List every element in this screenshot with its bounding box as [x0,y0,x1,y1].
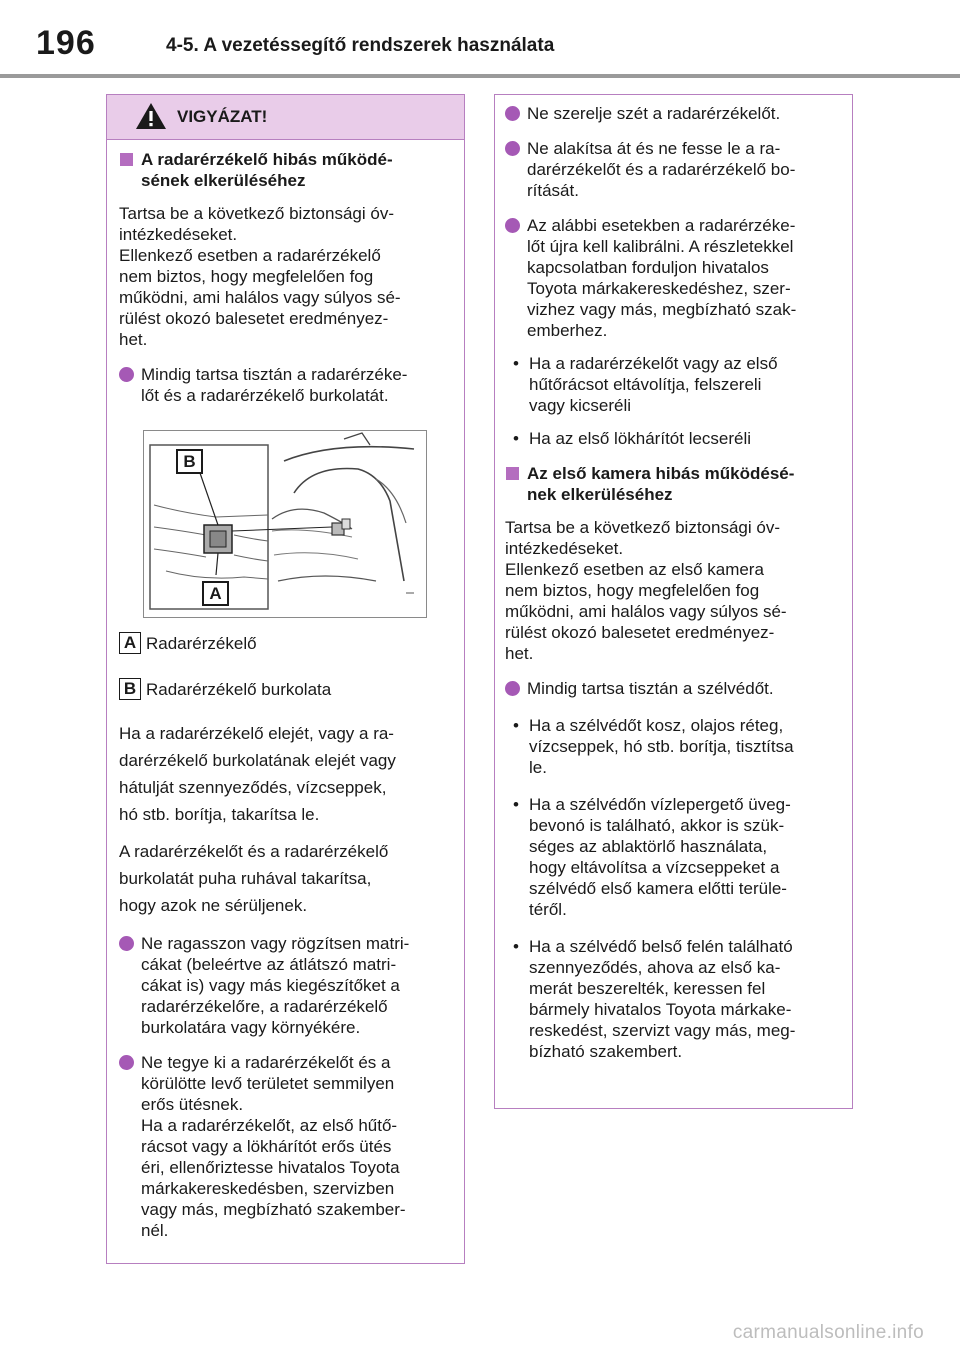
right-column [505,101,840,1062]
page-header [0,0,960,80]
circle-bullet-icon [119,1055,134,1070]
legend-key-a: A [119,632,141,654]
bullet-item: Az alábbi esetekben a radarérzéke- lőt újra kell kalibrálni. A részletekkel kapcsolatban forduljon hivatalos Toyota márkakereskedéshez, szer- vizhez vagy más, megbízható szak- emberhez. [505,215,840,341]
bullet-item: Ne alakítsa át és ne fesse le a ra- darérzékelőt és a radarérzékelő bo- rítását. [505,138,840,201]
callout-a: A [202,581,229,606]
section-heading-camera: Az első kamera hibás működésé- nek elkerüléséhez [505,463,840,505]
section-heading-radar: A radarérzékelő hibás működé- sének elkerüléséhez [119,149,447,191]
bullet-item: Mindig tartsa tisztán a radarérzéke- lőt és a radarérzékelő burkolatát. [119,364,447,406]
caution-box [106,94,465,1264]
caution-box-continued [494,94,853,1109]
section-title: 4-5. A vezetéssegítő rendszerek használata [166,35,555,56]
circle-bullet-icon [119,367,134,382]
header-divider [0,74,960,78]
square-bullet-icon [506,467,519,480]
radar-sensor-illustration [143,430,427,618]
sub-bullet-item: • Ha az első lökhárítót lecseréli [513,429,752,448]
intro-paragraph: Tartsa be a következő biztonsági óv- intézkedéseket. Ellenkező esetben a radarérzékelő nem biztos, hogy megfelelően fog működni, ami halálos vagy súlyos sé- rülést okozó balesetet eredményez- het. [119,204,401,349]
legend-item-b [119,678,447,702]
warning-icon [135,102,167,130]
caution-header [107,95,464,140]
circle-bullet-icon [505,141,520,156]
intro-paragraph: Tartsa be a következő biztonsági óv- intézkedéseket. Ellenkező esetben az első kamera nem biztos, hogy megfelelően fog működni, ami halálos vagy súlyos sé- rülést okozó balesetet eredményez- het. [505,518,787,663]
bullet-item: Ne szerelje szét a radarérzékelőt. [505,103,840,124]
caution-title: VIGYÁZAT! [177,107,268,126]
sub-bullet-item: • Ha a radarérzékelőt vagy az első hűtőrácsot eltávolítja, felszereli vagy kicseréli [513,354,778,415]
legend-label-b: Radarérzékelő burkolata [146,680,332,699]
circle-bullet-icon [505,681,520,696]
legend-key-b: B [119,678,141,700]
callout-b: B [176,449,203,474]
sub-bullet-item: • Ha a szélvédőn vízlepergető üveg- bevonó is található, akkor is szük- séges az ablaktörlő használata, hogy eltávolítsa a vízcseppeket a szélvédő első kamera előtti terüle- téről. [513,795,791,919]
square-bullet-icon [120,153,133,166]
page-number: 196 [36,24,96,62]
cleaning-paragraph: Ha a radarérzékelő elejét, vagy a ra- darérzékelő burkolatának elejét vagy hátulját szennyeződés, vízcseppek, hó stb. borítja, takarítsa le. [119,724,396,824]
legend-item-a [119,632,447,656]
left-column [119,145,447,1241]
legend-label-a: Radarérzékelő [146,634,257,653]
watermark: carmanualsonline.info [732,1322,924,1343]
circle-bullet-icon [119,936,134,951]
bullet-item: Ne ragasszon vagy rögzítsen matri- cákat (beleértve az átlátszó matri- cákat is) vagy más kiegészítőket a radarérzékelőre, a radarérzékelő burkolatára vagy környékére. [119,933,447,1038]
soft-cloth-paragraph: A radarérzékelőt és a radarérzékelő burkolatát puha ruhával takarítsa, hogy azok ne sérüljenek. [119,842,389,915]
circle-bullet-icon [505,106,520,121]
circle-bullet-icon [505,218,520,233]
sub-bullet-item: • Ha a szélvédőt kosz, olajos réteg, vízcseppek, hó stb. borítja, tisztítsa le. [513,716,794,777]
bullet-item: Ne tegye ki a radarérzékelőt és a körülötte levő területet semmilyen erős ütésnek. Ha a radarérzékelőt, az első hűtő- rácsot vagy a lökhárítót erős ütés éri, ellenőriztesse hivatalos Toyota márkakereskedésben, szervizben vagy más, megbízható szakember- nél. [119,1052,447,1241]
bullet-item: Mindig tartsa tisztán a szélvédőt. [505,678,840,699]
sub-bullet-item: • Ha a szélvédő belső felén található szennyeződés, ahova az első ka- merát beszerelték, keressen fel bármely hivatalos Toyota márkake- reskedést, szervizt vagy más, meg- bízható szakembert. [513,937,796,1061]
